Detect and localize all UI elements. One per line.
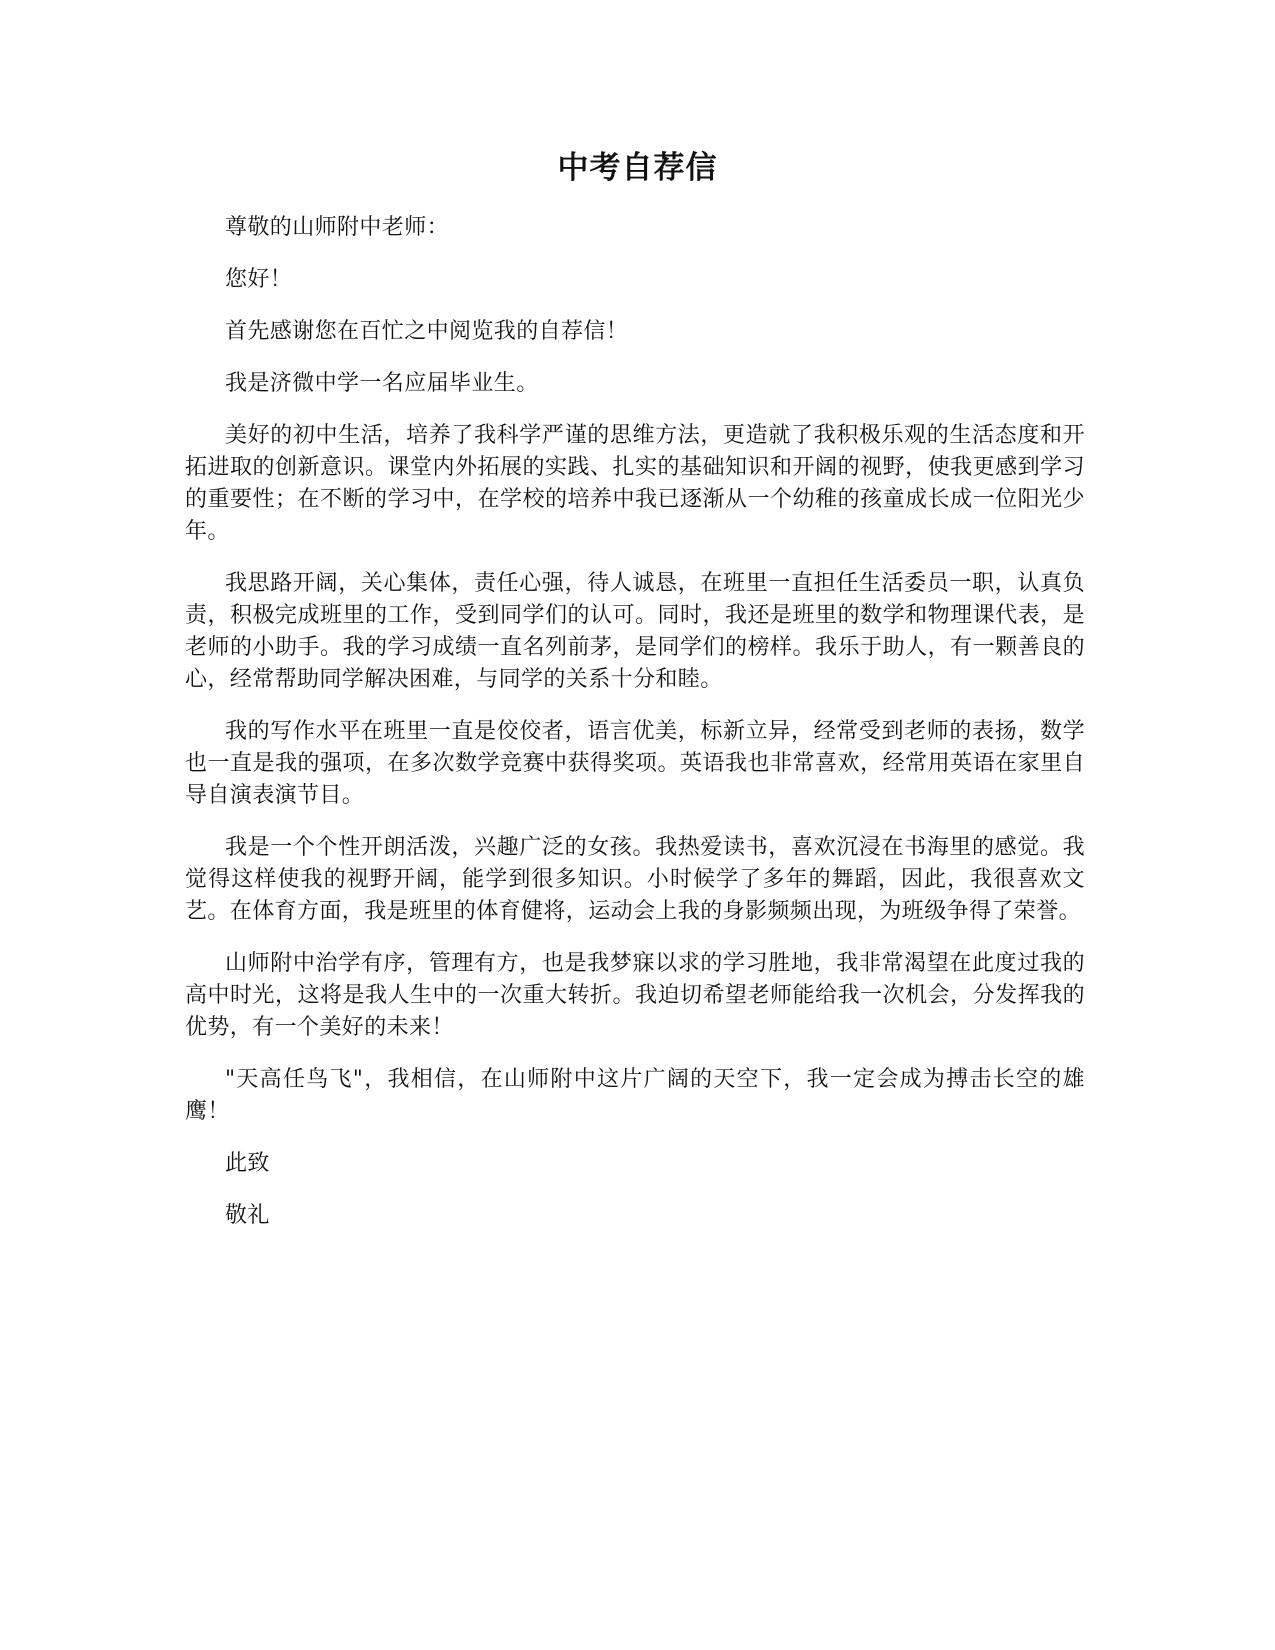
greeting: 您好！ [225,267,293,292]
paragraph-closing-quote: "天高任鸟飞"，我相信，在山师附中这片广阔的天空下，我一定会成为搏击长空的雄鹰！ [185,1067,1085,1124]
closing-jingli: 敬礼 [225,1203,270,1228]
letter-body [185,212,1085,1252]
paragraph-aspiration: 山师附中治学有序，管理有方，也是我梦寐以求的学习胜地，我非常渴望在此度过我的高中时光，这将是我人生中的一次重大转折。我迫切希望老师能给我一次机会，分发挥我的优势，有一个美好的未来！ [185,951,1085,1040]
paragraph-character: 我思路开阔，关心集体，责任心强，待人诚恳，在班里一直担任生活委员一职，认真负责，积极完成班里的工作，受到同学们的认可。同时，我还是班里的数学和物理课代表，是老师的小助手。我的学习成绩一直名列前茅，是同学们的榜样。我乐于助人，有一颗善良的心，经常帮助同学解决困难，与同学的关系十分和睦。 [185,571,1085,692]
paragraph-interests: 我是一个个性开朗活泼，兴趣广泛的女孩。我热爱读书，喜欢沉浸在书海里的感觉。我觉得这样使我的视野开阔，能学到很多知识。小时候学了多年的舞蹈，因此，我很喜欢文艺。在体育方面，我是班里的体育健将，运动会上我的身影频频出现，为班级争得了荣誉。 [185,835,1085,924]
closing-cizhi: 此致 [225,1151,270,1176]
opening-thanks: 首先感谢您在百忙之中阅览我的自荐信！ [225,319,629,344]
document-title: 中考自荐信 [557,150,718,186]
paragraph-school-life: 美好的初中生活，培养了我科学严谨的思维方法，更造就了我积极乐观的生活态度和开拓进取的创新意识。课堂内外拓展的实践、扎实的基础知识和开阔的视野，使我更感到学习的重要性；在不断的学习中，在学校的培养中我已逐渐从一个幼稚的孩童成长成一位阳光少年。 [185,423,1085,544]
salutation: 尊敬的山师附中老师： [225,215,450,240]
paragraph-academics: 我的写作水平在班里一直是佼佼者，语言优美，标新立异，经常受到老师的表扬，数学也一直是我的强项，在多次数学竞赛中获得奖项。英语我也非常喜欢，经常用英语在家里自导自演表演节目。 [185,719,1085,808]
introduction: 我是济微中学一名应届毕业生。 [225,371,539,396]
